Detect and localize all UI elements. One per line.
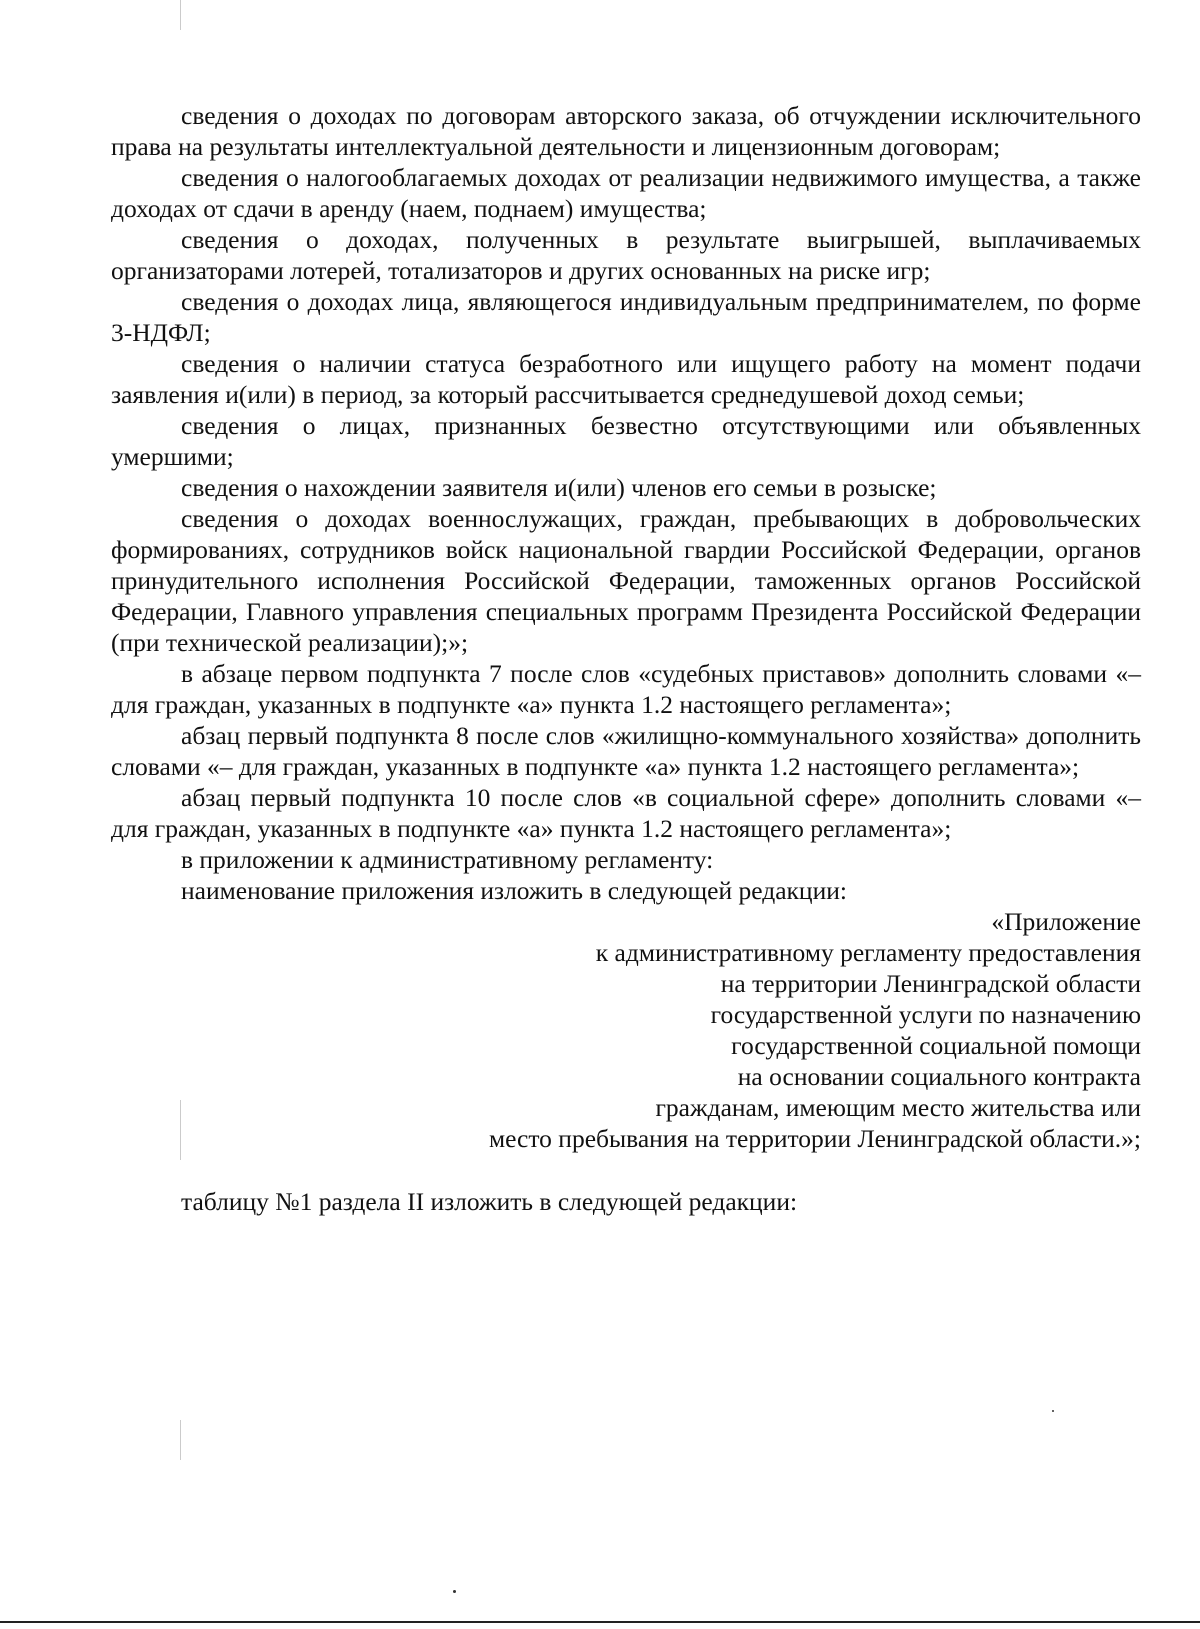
paragraph: сведения о доходах по договорам авторского заказа, об отчуждении исключительного права на результаты интеллектуальной деятельности и лицензионным договорам; — [111, 101, 1141, 161]
final-paragraph: таблицу №1 раздела II изложить в следующей редакции: — [181, 1187, 798, 1216]
paragraph: сведения о лицах, признанных безвестно отсутствующими или объявленных умершими; — [111, 411, 1141, 471]
document-body — [111, 100, 1141, 1217]
appendix-heading-line: государственной социальной помощи — [731, 1031, 1141, 1060]
paragraph: сведения о доходах лица, являющегося индивидуальным предпринимателем, по форме 3-НДФЛ; — [111, 287, 1141, 347]
spacer — [111, 1154, 1141, 1186]
paragraph: в приложении к административному регламенту: — [181, 845, 714, 874]
scan-dot — [1052, 1410, 1054, 1412]
paragraph: сведения о наличии статуса безработного или ищущего работу на момент подачи заявления и(или) в период, за который рассчитывается среднедушевой доход семьи; — [111, 349, 1141, 409]
paragraph: наименование приложения изложить в следующей редакции: — [181, 876, 847, 905]
appendix-heading-line: «Приложение — [991, 907, 1141, 936]
appendix-heading-line: на основании социального контракта — [737, 1062, 1141, 1091]
appendix-heading-line: гражданам, имеющим место жительства или — [655, 1093, 1141, 1122]
paragraph: в абзаце первом подпункта 7 после слов «судебных приставов» дополнить словами «– для граждан, указанных в подпункте «а» пункта 1.2 настоящего регламента»; — [111, 659, 1141, 719]
paragraph: сведения о доходах, полученных в результате выигрышей, выплачиваемых организаторами лотерей, тотализаторов и других основанных на риске игр; — [111, 225, 1141, 285]
scan-artifact — [180, 1420, 181, 1460]
scan-bottom-edge — [0, 1621, 1200, 1623]
appendix-heading-line: место пребывания на территории Ленинградской области.»; — [488, 1124, 1141, 1153]
appendix-heading-line: на территории Ленинградской области — [720, 969, 1141, 998]
paragraph: абзац первый подпункта 8 после слов «жилищно-коммунального хозяйства» дополнить словами «– для граждан, указанных в подпункте «а» пункта 1.2 настоящего регламента»; — [111, 721, 1141, 781]
paragraph: сведения о налогооблагаемых доходах от реализации недвижимого имущества, а также доходах от сдачи в аренду (наем, поднаем) имущества; — [111, 163, 1141, 223]
paragraph: абзац первый подпункта 10 после слов «в социальной сфере» дополнить словами «– для граждан, указанных в подпункте «а» пункта 1.2 настоящего регламента»; — [111, 783, 1141, 843]
appendix-heading — [111, 906, 1141, 1154]
scan-dot — [453, 1590, 456, 1593]
paragraph: сведения о доходах военнослужащих, граждан, пребывающих в добровольческих формированиях, сотрудников войск национальной гвардии Российской Федерации, органов принудительного исполнения Российской Федерации, таможенных органов Российской Федерации, Главного управления специальных программ Президента Российской Федерации (при технической реализации);»; — [111, 504, 1141, 657]
paragraph: сведения о нахождении заявителя и(или) членов его семьи в розыске; — [181, 473, 937, 502]
scan-artifact — [180, 0, 181, 30]
appendix-heading-line: государственной услуги по назначению — [710, 1000, 1141, 1029]
appendix-heading-line: к административному регламенту предоставления — [595, 938, 1141, 967]
